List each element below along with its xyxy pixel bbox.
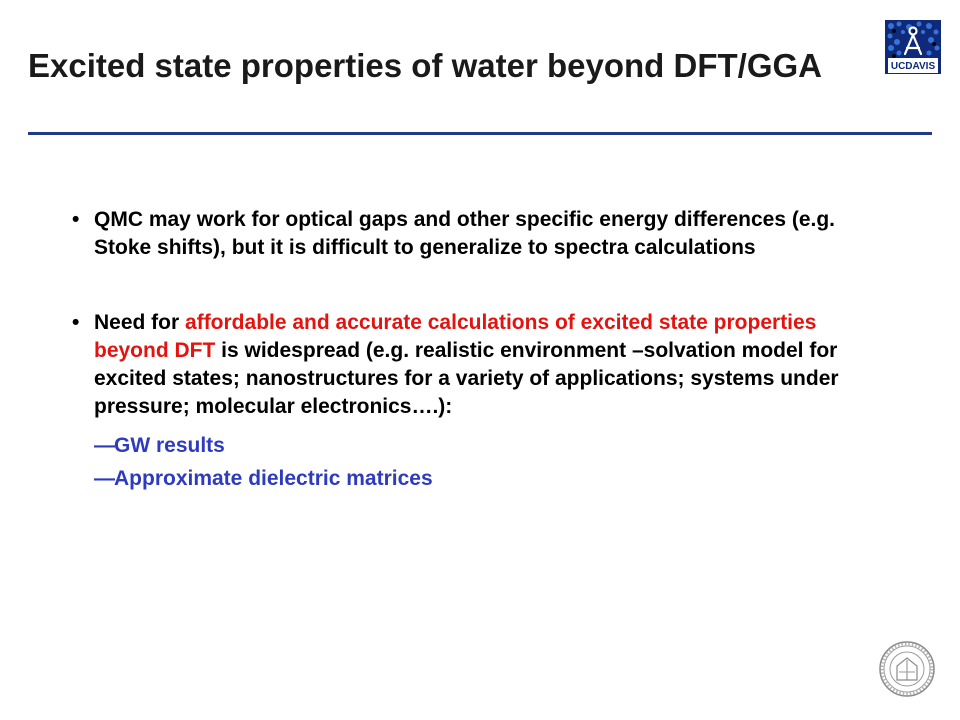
sub-item (72, 429, 872, 462)
sub-list (72, 429, 872, 495)
bullet-text-end: is widespread (e.g. realistic environment –solvation model for excited states; nanostructures for a variety of applications; systems under pressure; molecular electronics….): (94, 339, 839, 418)
bullet-marker: • (72, 311, 80, 334)
logo-text: UCDAVIS (890, 61, 936, 72)
bullet-item (72, 309, 872, 421)
sub-item-label: Approximate dielectric matrices (114, 467, 433, 490)
sub-marker: — (94, 434, 115, 457)
bullet-item (72, 206, 872, 262)
slide-title: Excited state properties of water beyond DFT/GGA (28, 47, 822, 84)
sub-item-label: GW results (114, 434, 225, 457)
bullet-text: QMC may work for optical gaps and other specific energy differences (e.g. Stoke shifts), but it is difficult to generalize to spectra calculations (94, 208, 836, 259)
university-seal-icon (877, 636, 937, 700)
sub-marker: — (94, 467, 115, 490)
ucdavis-logo (885, 20, 941, 74)
slide-body (72, 206, 872, 495)
title-underline (28, 132, 932, 135)
bullet-highlight: affordable and accurate calculations of excited state properties beyond DFT (94, 311, 817, 362)
bullet-text-start: Need for (94, 311, 186, 334)
bullet-marker: • (72, 208, 80, 231)
sub-item (72, 462, 872, 495)
